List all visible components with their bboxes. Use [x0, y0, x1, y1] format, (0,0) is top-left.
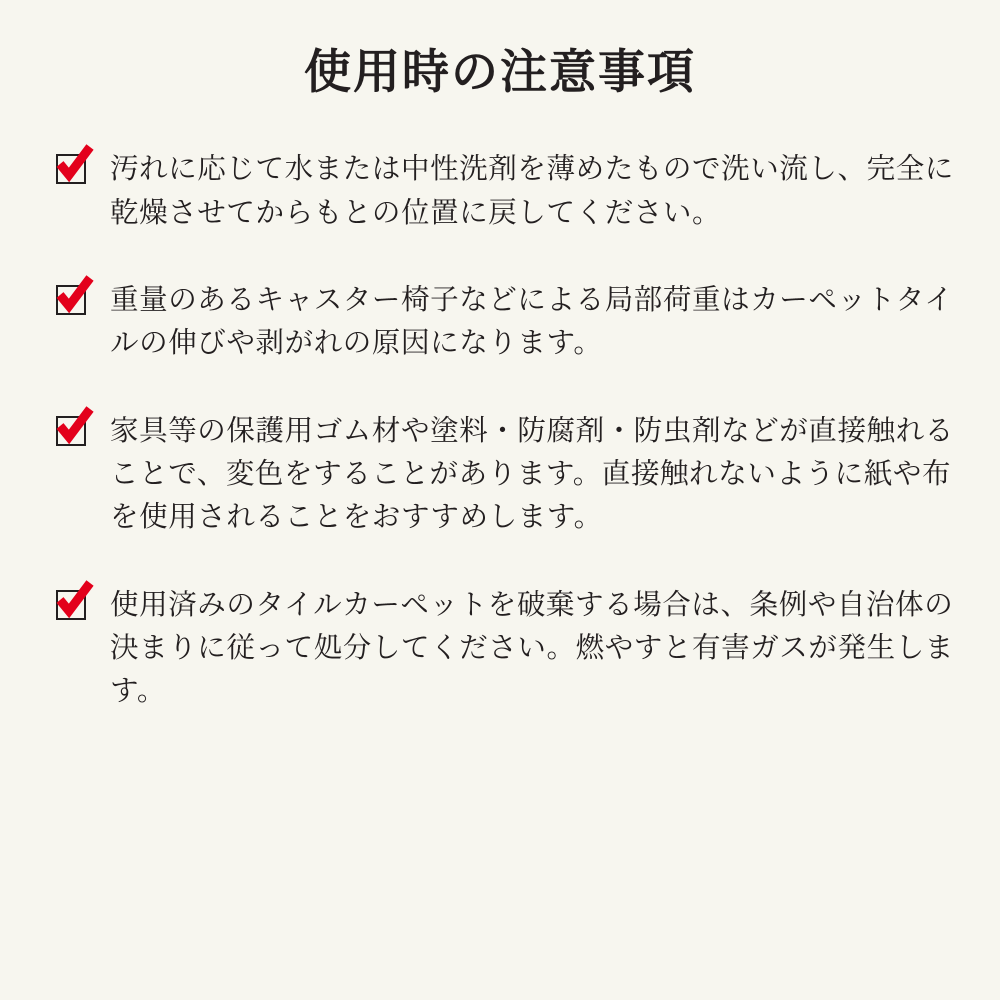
list-item [0, 279, 1000, 366]
page-title: 使用時の注意事項 [304, 45, 696, 98]
checked-checkbox-icon [56, 416, 90, 450]
note-text: 使用済みのタイルカーペットを破棄する場合は、条例や自治体の決まりに従って処分してください。燃やすと有害ガスが発生します。 [110, 588, 954, 708]
note-text: 重量のあるキャスター椅子などによる局部荷重はカーペットタイルの伸びや剥がれの原因になります。 [110, 284, 954, 360]
note-text: 家具等の保護用ゴム材や塗料・防腐剤・防虫剤などが直接触れることで、変色をすることがあります。直接触れないように紙や布を使用されることをおすすめします。 [110, 414, 954, 534]
list-item [0, 148, 1000, 235]
checked-checkbox-icon [56, 590, 90, 624]
note-text: 汚れに応じて水または中性洗剤を薄めたもので洗い流し、完全に乾燥させてからもとの位置に戻してください。 [110, 153, 954, 229]
checked-checkbox-icon [56, 154, 90, 188]
checked-checkbox-icon [56, 285, 90, 319]
notes-list [0, 148, 1000, 713]
list-item [0, 584, 1000, 714]
list-item [0, 410, 1000, 540]
